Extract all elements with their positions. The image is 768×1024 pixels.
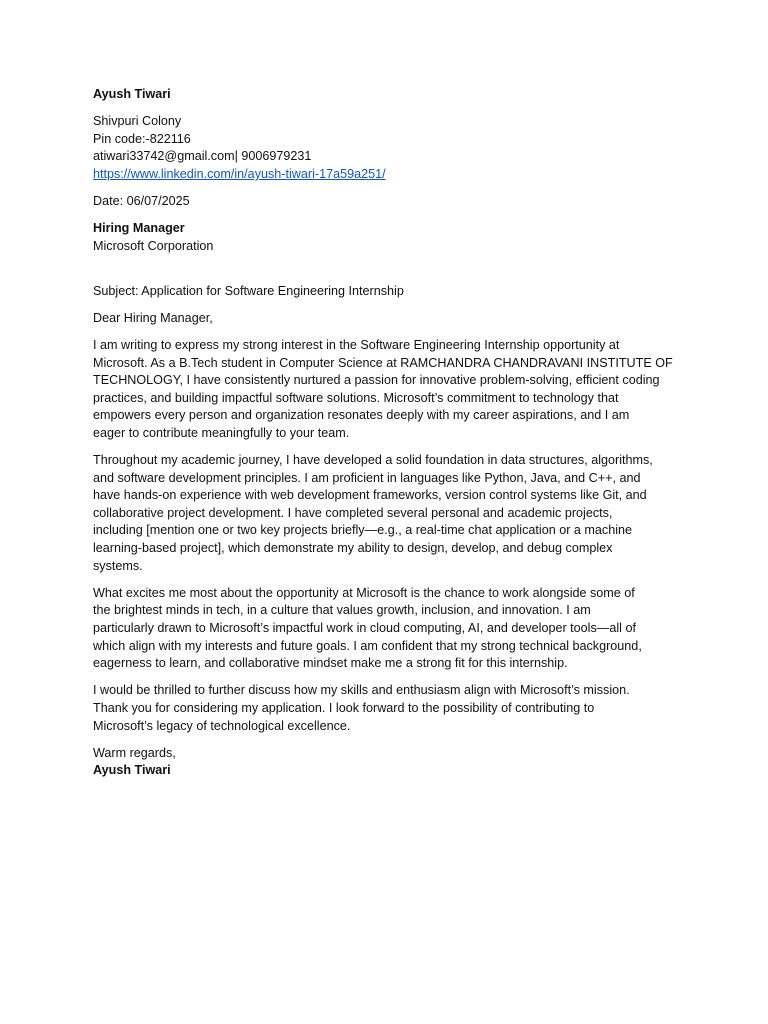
sender-pin: Pin code:-822116 [93, 131, 191, 146]
paragraph-line: Microsoft. As a B.Tech student in Computer Science at RAMCHANDRA CHANDRAVANI INSTITUTE OF [93, 355, 673, 370]
paragraph-line: empowers every person and organization resonates deeply with my career aspirations, and I am [93, 408, 630, 423]
paragraph-line: the brightest minds in tech, in a culture that values growth, inclusion, and innovation. I am [93, 603, 591, 618]
sender-address: Shivpuri Colony [93, 114, 182, 129]
paragraph-line: What excites me most about the opportunity at Microsoft is the chance to work alongside some of [93, 585, 635, 600]
sender-name: Ayush Tiwari [93, 87, 171, 101]
paragraph-line: systems. [93, 558, 143, 573]
letter-page [93, 86, 683, 780]
body-paragraph-1 [93, 337, 683, 443]
signature-name: Ayush Tiwari [93, 763, 171, 778]
paragraph-line: Throughout my academic journey, I have developed a solid foundation in data structures, algorithms, [93, 453, 653, 468]
paragraph-line: eagerness to learn, and collaborative mindset make me a strong fit for this internship. [93, 656, 568, 671]
recipient-company: Microsoft Corporation [93, 238, 214, 253]
body-paragraph-4 [93, 682, 683, 735]
letter-date: Date: 06/07/2025 [93, 194, 190, 209]
recipient-title: Hiring Manager [93, 221, 185, 236]
paragraph-line: I am writing to express my strong interest in the Software Engineering Internship opportunity at [93, 337, 620, 352]
body-paragraph-2 [93, 452, 683, 575]
paragraph-line: collaborative project development. I have completed several personal and academic projects, [93, 505, 613, 520]
paragraph-line: Thank you for considering my application. I look forward to the possibility of contributing to [93, 700, 595, 715]
linkedin-link[interactable]: https://www.linkedin.com/in/ayush-tiwari-17a59a251/ [93, 166, 386, 181]
paragraph-line: Microsoft’s legacy of technological excellence. [93, 718, 351, 733]
paragraph-line: learning-based project], which demonstrate my ability to design, develop, and debug complex [93, 541, 613, 556]
paragraph-line: TECHNOLOGY, I have consistently nurtured a passion for innovative problem-solving, efficient coding [93, 373, 660, 388]
sender-contact: atiwari33742@gmail.com| 9006979231 [93, 149, 312, 164]
paragraph-line: and software development principles. I am proficient in languages like Python, Java, and C++, and [93, 470, 641, 485]
letter-closing: Warm regards, [93, 745, 176, 760]
paragraph-line: have hands-on experience with web development frameworks, version control systems like Git, and [93, 488, 647, 503]
letter-subject: Subject: Application for Software Engineering Internship [93, 283, 404, 298]
paragraph-line: particularly drawn to Microsoft’s impactful work in cloud computing, AI, and developer tools—all of [93, 621, 636, 635]
body-paragraph-3 [93, 585, 683, 673]
letter-salutation: Dear Hiring Manager, [93, 310, 213, 325]
paragraph-line: eager to contribute meaningfully to your team. [93, 425, 350, 440]
paragraph-line: I would be thrilled to further discuss how my skills and enthusiasm align with Microsoft’s mission. [93, 683, 630, 698]
paragraph-line: which align with my interests and future goals. I am confident that my strong technical background, [93, 638, 642, 653]
paragraph-line: including [mention one or two key projects briefly—e.g., a real-time chat application or a machine [93, 523, 633, 538]
paragraph-line: practices, and building impactful software solutions. Microsoft’s commitment to technology that [93, 390, 619, 405]
